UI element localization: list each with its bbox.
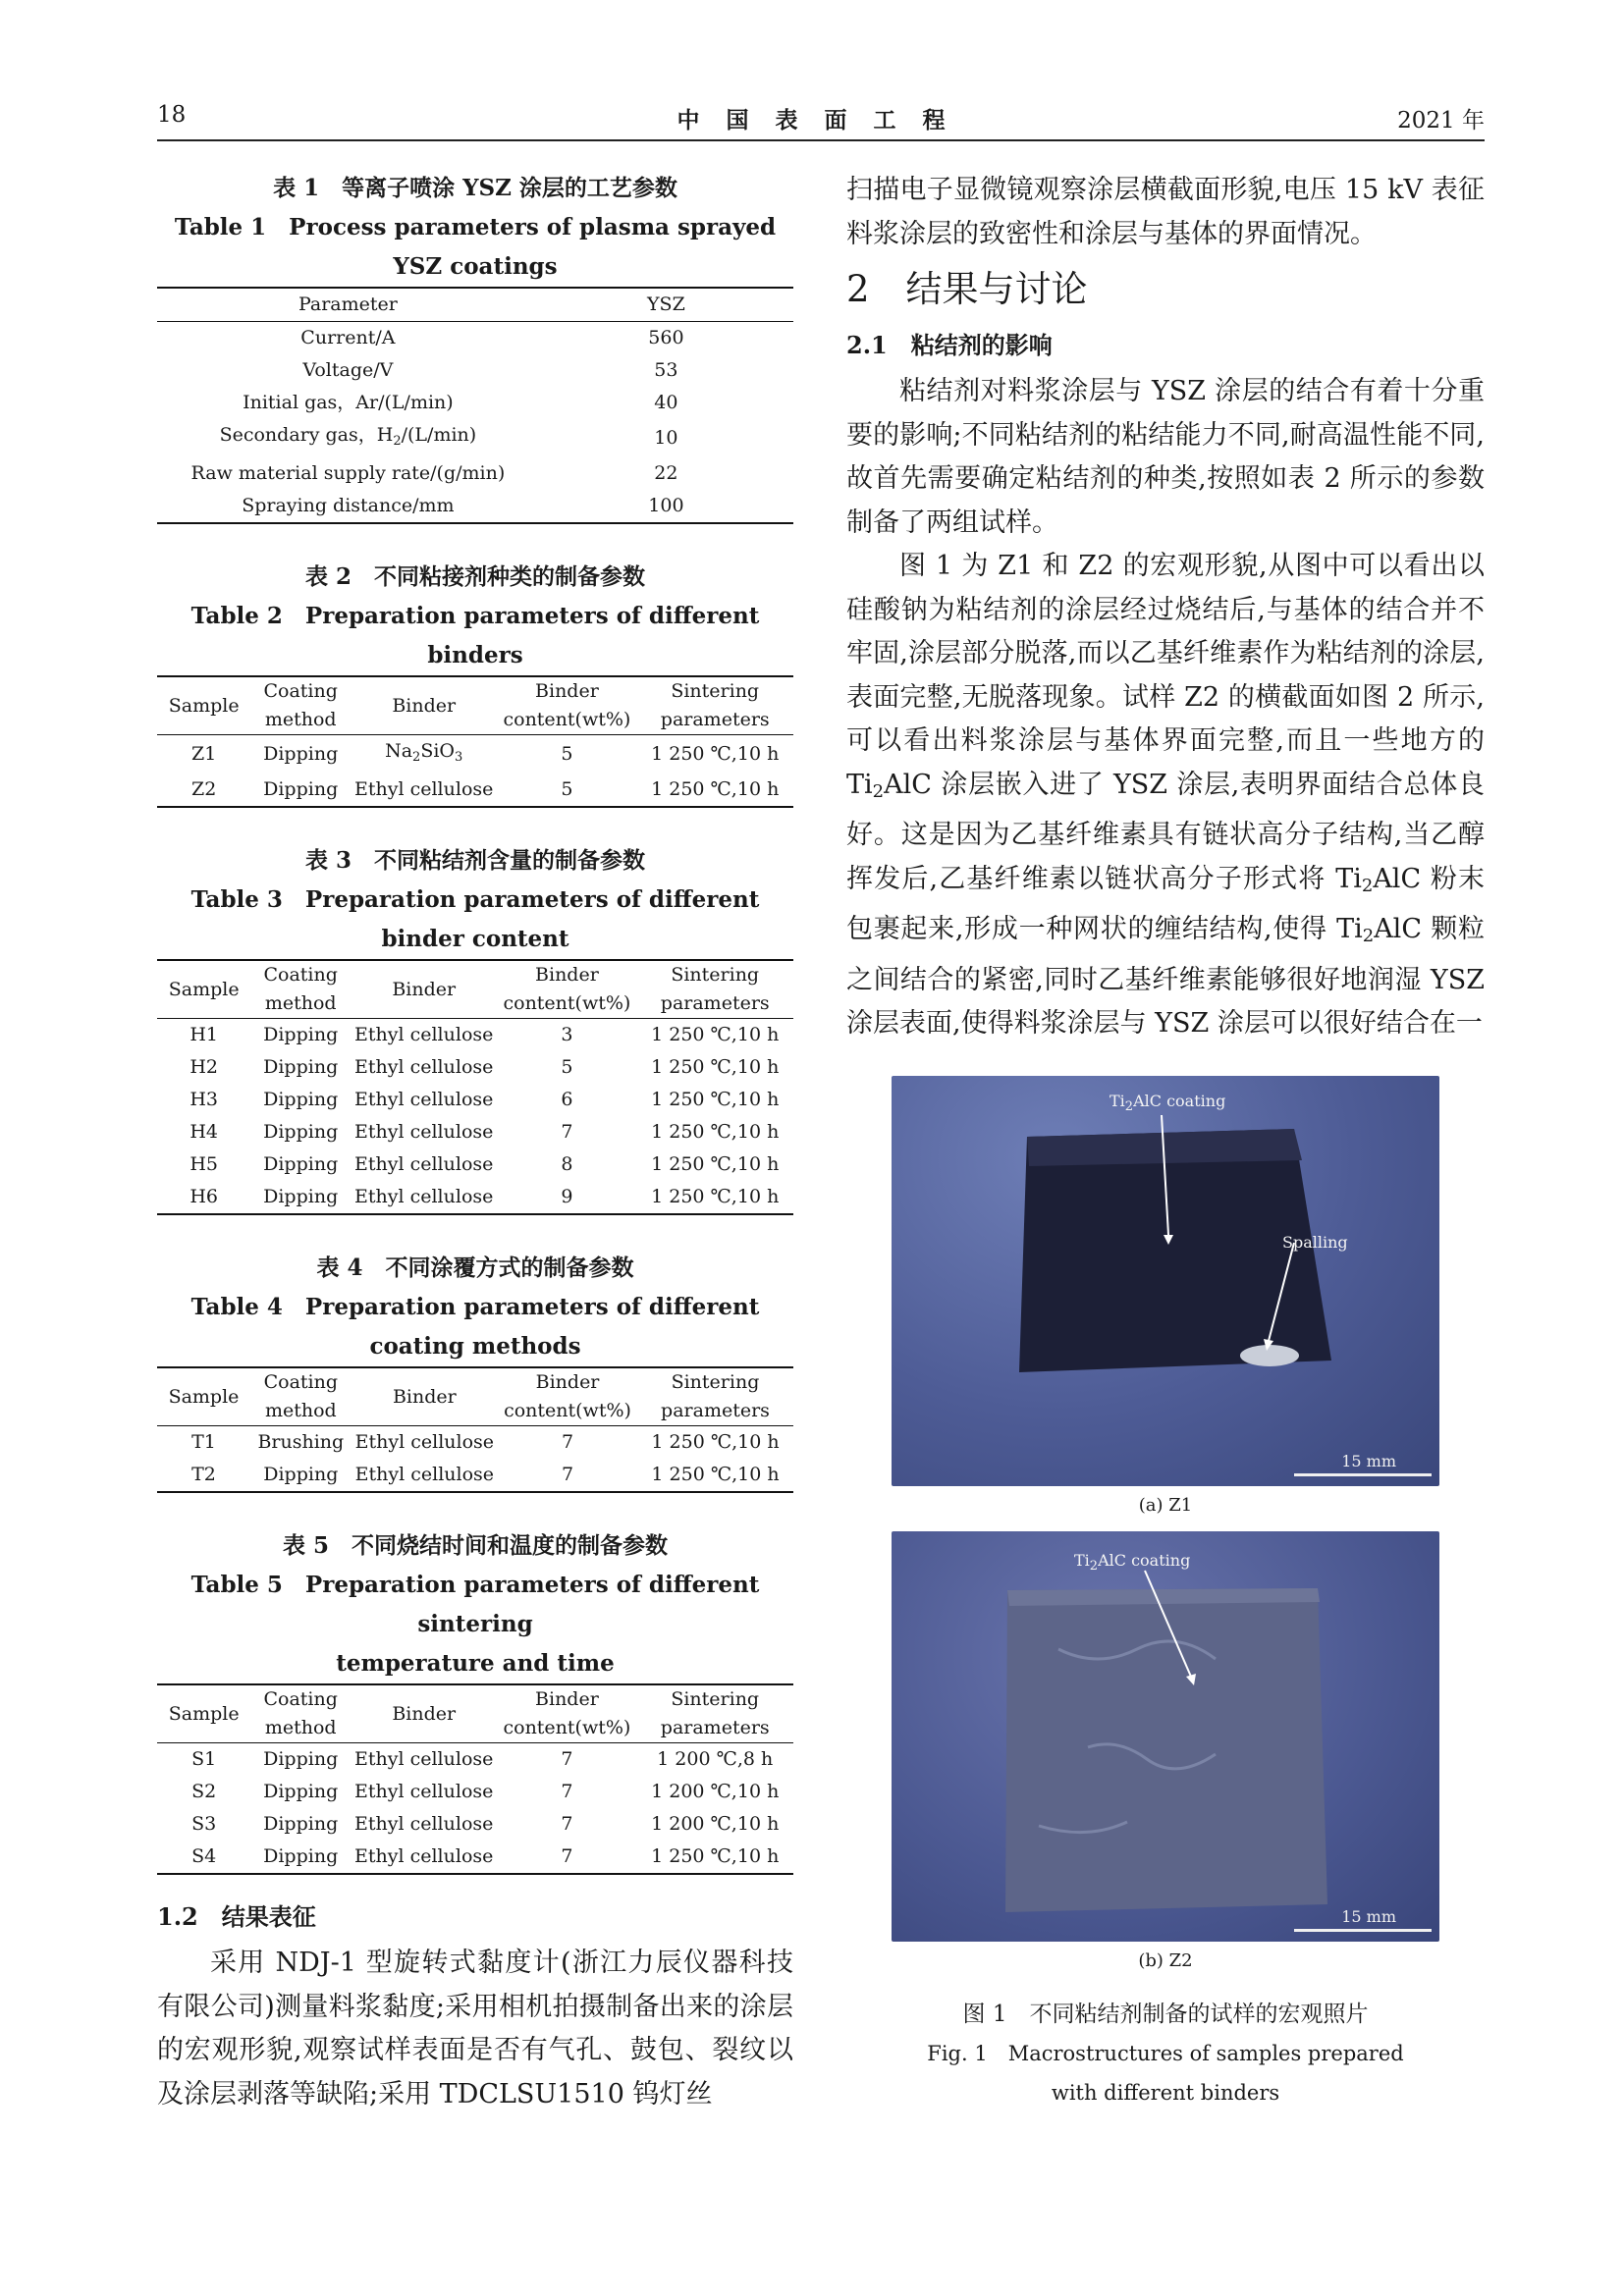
table-row: [157, 1116, 793, 1148]
header-line: Coating: [263, 680, 338, 702]
journal-title: 中 国 表 面 工 程: [677, 107, 947, 133]
table-cell: Z1: [191, 743, 217, 765]
table-header-cell: [637, 1367, 793, 1426]
table-cell: Ethyl cellulose: [354, 1813, 494, 1835]
table-4-caption-en-line2: coating methods: [369, 1333, 581, 1360]
table-cell: 1 200 ℃,8 h: [657, 1748, 774, 1770]
table-cell: Spraying distance/mm: [242, 495, 455, 516]
table-cell: 1 250 ℃,10 h: [651, 778, 780, 800]
header-line: parameters: [660, 992, 770, 1014]
table-header-cell: [250, 960, 351, 1019]
table-3-grid: [157, 959, 793, 1215]
paragraph-binder-effect: 粘结剂对料浆涂层与 YSZ 涂层的结合有着十分重要的影响;不同粘结剂的粘结能力不同,耐高温性能不同,故首先需要确定粘结剂的种类,按照如表 2 所示的参数制备了两组试样。: [846, 376, 1485, 538]
header-line: Coating: [263, 964, 338, 986]
subscript: 2: [1089, 1558, 1099, 1574]
table-2-caption-en-line2: binders: [427, 642, 523, 668]
header-line: method: [264, 992, 337, 1014]
table-row: [157, 1181, 793, 1214]
table-header-cell: [497, 1684, 636, 1743]
table-cell: Dipping: [263, 1186, 339, 1207]
table-header-cell: [250, 676, 351, 735]
table-cell: H5: [189, 1153, 219, 1175]
table-row: [157, 1051, 793, 1084]
spalling-spot: [1240, 1345, 1299, 1366]
table-cell: Dipping: [263, 1089, 339, 1110]
header-line: content(wt%): [503, 709, 631, 730]
header-line: Binder: [535, 1688, 599, 1710]
header-line: parameters: [660, 1717, 770, 1738]
header-line: Sintering: [671, 1688, 760, 1710]
photo-sample-z1: [892, 1076, 1439, 1486]
table-3-caption-cn: 表 3 不同粘结剂含量的制备参数: [304, 847, 645, 874]
table-cell: H3: [189, 1089, 219, 1110]
subcaption-z2: (b) Z2: [1138, 1949, 1193, 1971]
section-heading-2-1: 2.1 粘结剂的影响: [846, 331, 1053, 359]
table-cell: Ethyl cellulose: [354, 1431, 495, 1453]
table-header-cell: Parameter: [298, 294, 398, 315]
section-heading-1-2: 1.2 结果表征: [157, 1902, 316, 1931]
table-cell: 1 250 ℃,10 h: [651, 1845, 780, 1867]
table-cell: [157, 419, 539, 457]
header-line: Sintering: [671, 964, 760, 986]
header-line: method: [264, 1717, 337, 1738]
figure-1: [846, 1076, 1485, 2112]
cell-text: Na: [385, 740, 413, 762]
figure-1-caption-en-line1: Fig. 1 Macrostructures of samples prepared: [927, 2041, 1404, 2065]
scale-label-z2: 15 mm: [1341, 1906, 1396, 1926]
table-cell: Dipping: [263, 743, 339, 765]
table-1-caption-cn: 表 1 等离子喷涂 YSZ 涂层的工艺参数: [273, 175, 677, 201]
table-cell: Ethyl cellulose: [354, 1464, 495, 1485]
table-cell: S2: [191, 1781, 217, 1802]
subscript: 2: [1362, 926, 1375, 946]
table-cell: 5: [561, 778, 573, 800]
table-cell: 7: [561, 1748, 573, 1770]
table-2-grid: [157, 675, 793, 808]
table-cell: 1 250 ℃,10 h: [651, 1121, 780, 1143]
table-cell: 7: [561, 1845, 573, 1867]
table-row: [157, 1426, 793, 1460]
table-row: [157, 1743, 793, 1777]
table-cell: Ethyl cellulose: [354, 1781, 494, 1802]
table-cell: H6: [189, 1186, 219, 1207]
table-row: [157, 1084, 793, 1116]
table-3: [157, 841, 793, 1215]
table-header-cell: Binder: [392, 694, 457, 717]
table-cell: 7: [561, 1813, 573, 1835]
table-cell: 22: [654, 462, 678, 484]
table-cell: Voltage/V: [302, 359, 394, 381]
table-header-cell: Sample: [168, 978, 240, 1000]
table-cell: H1: [189, 1024, 219, 1045]
table-3-caption-en-line1: Table 3 Preparation parameters of different: [190, 886, 760, 913]
cell-text: SiO: [420, 740, 455, 762]
subscript: 2: [1124, 1098, 1134, 1114]
table-row: [157, 490, 793, 523]
publication-year: 2021 年: [1397, 108, 1485, 133]
subscript: 2: [1361, 875, 1374, 896]
table-cell: 1 250 ℃,10 h: [651, 1464, 780, 1485]
table-1: [157, 169, 793, 524]
table-header-cell: Sample: [168, 1702, 240, 1725]
table-cell: 10: [654, 427, 678, 449]
table-cell: 7: [561, 1431, 574, 1453]
left-column: [157, 169, 793, 2116]
table-row: [157, 419, 793, 457]
table-cell: Dipping: [263, 1024, 339, 1045]
table-cell: 1 250 ℃,10 h: [651, 1024, 780, 1045]
table-row: [157, 457, 793, 490]
cell-text: /(L/min): [401, 424, 477, 446]
table-row: [157, 1459, 793, 1492]
table-cell: Z2: [191, 778, 217, 800]
table-cell: Ethyl cellulose: [354, 1153, 494, 1175]
label-text: AlC coating: [1133, 1091, 1226, 1110]
photo-sample-z2: [892, 1531, 1439, 1942]
table-cell: Current/A: [300, 327, 396, 348]
table-header-cell: [250, 1684, 351, 1743]
table-header-cell: Binder: [392, 1385, 457, 1408]
table-cell: S1: [191, 1748, 217, 1770]
table-cell: 7: [561, 1121, 573, 1143]
table-cell: Dipping: [263, 1845, 339, 1867]
table-5-caption-en-line1: Table 5 Preparation parameters of different sintering: [190, 1572, 760, 1637]
text-run: AlC 涂层嵌入进了 YSZ 涂层,表明界面结合总体良好。这是因为乙基纤维素具有链状高分子结构,当乙醇挥发后,乙基纤维素以链状高分子形式将 Ti: [846, 769, 1485, 894]
paragraph-continued: 扫描电子显微镜观察涂层横截面形貌,电压 15 kV 表征料浆涂层的致密性和涂层与基体的界面情况。: [846, 175, 1485, 249]
text-run: AlC 颗粒之间结合的紧密,同时乙基纤维素能够很好地润湿 YSZ 涂层表面,使得料浆涂层与 YSZ 涂层可以很好结合在一: [846, 914, 1485, 1039]
table-cell: Ethyl cellulose: [354, 1024, 494, 1045]
page-number: 18: [157, 102, 187, 128]
subscript: 2: [393, 434, 402, 449]
table-cell: 1 250 ℃,10 h: [651, 1153, 780, 1175]
table-cell: 1 250 ℃,10 h: [651, 1186, 780, 1207]
table-cell: Dipping: [263, 778, 339, 800]
table-cell: Ethyl cellulose: [354, 1186, 494, 1207]
table-1-grid: [157, 287, 793, 524]
table-cell: [351, 735, 497, 774]
table-row: [157, 735, 793, 774]
table-cell: Ethyl cellulose: [354, 1056, 494, 1078]
table-cell: Dipping: [263, 1781, 339, 1802]
paragraph-characterization: 采用 NDJ-1 型旋转式黏度计(浙江力辰仪器科技有限公司)测量料浆黏度;采用相机拍摄制备出来的涂层的宏观形貌,观察试样表面是否有气孔、鼓包、裂纹以及涂层剥落等缺陷;采用 TDCLSU1510 钨灯丝: [157, 1948, 793, 2109]
table-header-cell: YSZ: [647, 294, 685, 315]
table-cell: Ethyl cellulose: [354, 1748, 494, 1770]
table-cell: 5: [561, 743, 573, 765]
table-cell: 1 250 ℃,10 h: [651, 743, 780, 765]
header-line: Coating: [263, 1371, 339, 1393]
table-cell: T2: [191, 1464, 216, 1485]
table-cell: 1 200 ℃,10 h: [651, 1813, 780, 1835]
table-5-grid: [157, 1683, 793, 1875]
table-header-cell: Binder: [392, 978, 457, 1000]
table-4-grid: [157, 1366, 793, 1493]
table-cell: Initial gas，Ar/(L/min): [243, 392, 454, 413]
paragraph-figure-discussion: [846, 545, 1485, 1046]
table-cell: 1 250 ℃,10 h: [651, 1431, 780, 1453]
header-line: parameters: [660, 709, 770, 730]
table-cell: 560: [648, 327, 684, 348]
table-cell: Ethyl cellulose: [354, 778, 494, 800]
header-line: content(wt%): [503, 1717, 631, 1738]
table-5-caption-en-line2: temperature and time: [336, 1650, 615, 1677]
table-4-caption-en-line1: Table 4 Preparation parameters of different: [190, 1294, 760, 1320]
table-3-caption-en-line2: binder content: [381, 926, 569, 952]
header-line: Sintering: [671, 680, 760, 702]
table-header-cell: [498, 1367, 637, 1426]
table-cell: 1 250 ℃,10 h: [651, 1089, 780, 1110]
table-cell: 6: [561, 1089, 573, 1110]
section-heading-2: 2 结果与讨论: [846, 268, 1088, 310]
table-cell: Brushing: [257, 1431, 345, 1453]
table-header-cell: [636, 960, 793, 1019]
table-cell: H2: [189, 1056, 219, 1078]
table-cell: S3: [191, 1813, 217, 1835]
table-header-cell: [636, 676, 793, 735]
table-row: [157, 1019, 793, 1052]
figure-1-caption-cn: 图 1 不同粘结剂制备的试样的宏观照片: [962, 2001, 1369, 2027]
header-line: Binder: [535, 680, 599, 702]
table-2: [157, 558, 793, 808]
table-cell: T1: [191, 1431, 216, 1453]
table-cell: 3: [561, 1024, 573, 1045]
header-line: content(wt%): [504, 1400, 631, 1421]
scale-bar-z1: [1294, 1473, 1432, 1476]
right-column: [846, 169, 1485, 2112]
cell-text: Secondary gas，H: [219, 424, 394, 446]
table-cell: 5: [561, 1056, 573, 1078]
table-cell: 9: [561, 1186, 573, 1207]
table-header-cell: [250, 1367, 352, 1426]
table-cell: S4: [191, 1845, 217, 1867]
sample-z1-drawing: [892, 1076, 1439, 1486]
figure-1-caption-en-line2: with different binders: [1051, 2080, 1280, 2105]
table-1-caption-en-line2: YSZ coatings: [393, 253, 558, 280]
label-text: AlC coating: [1098, 1550, 1191, 1570]
table-cell: H4: [189, 1121, 219, 1143]
table-cell: Dipping: [263, 1121, 339, 1143]
header-line: parameters: [661, 1400, 770, 1421]
label-coating-z2: [1074, 1551, 1190, 1574]
table-header-cell: Sample: [168, 1385, 240, 1408]
subcaption-z1: (a) Z1: [1138, 1494, 1193, 1516]
table-row: [157, 387, 793, 419]
header-line: method: [264, 1400, 337, 1421]
table-cell: 53: [654, 359, 678, 381]
label-text: Ti: [1110, 1091, 1125, 1110]
table-cell: Raw material supply rate/(g/min): [190, 462, 506, 484]
table-row: [157, 1776, 793, 1808]
table-4: [157, 1249, 793, 1493]
header-line: Sintering: [671, 1371, 760, 1393]
table-header-cell: [497, 960, 636, 1019]
sample-plate-z2: [1005, 1588, 1327, 1912]
header-line: method: [264, 709, 337, 730]
table-row: [157, 322, 793, 355]
table-row: [157, 354, 793, 387]
table-cell: 1 250 ℃,10 h: [651, 1056, 780, 1078]
table-row: [157, 774, 793, 807]
subscript: 2: [412, 750, 421, 765]
table-header-cell: Binder: [392, 1702, 457, 1725]
table-header-cell: Sample: [168, 694, 240, 717]
header-line: content(wt%): [503, 992, 631, 1014]
table-cell: 7: [561, 1464, 574, 1485]
table-row: [157, 1148, 793, 1181]
table-5: [157, 1526, 793, 1875]
table-cell: Dipping: [263, 1813, 339, 1835]
header-line: Binder: [535, 964, 599, 986]
table-cell: 1 200 ℃,10 h: [651, 1781, 780, 1802]
scale-label-z1: 15 mm: [1341, 1451, 1396, 1470]
table-4-caption-cn: 表 4 不同涂覆方式的制备参数: [316, 1255, 634, 1281]
text-run: 图 1 为 Z1 和 Z2 的宏观形貌,从图中可以看出以硅酸钠为粘结剂的涂层经过烧结后,与基体的结合并不牢固,涂层部分脱落,而以乙基纤维素作为粘结剂的涂层,表面完整,无脱落现象。试样 Z2 的横截面如图 2 所示,可以看出料浆涂层与基体界面完整,而且一些地方的 Ti: [846, 551, 1485, 800]
table-row: [157, 1841, 793, 1874]
table-cell: 8: [561, 1153, 573, 1175]
table-1-caption-en-line1: Table 1 Process parameters of plasma sprayed: [174, 214, 777, 240]
table-cell: 40: [654, 392, 678, 413]
table-cell: Dipping: [263, 1056, 339, 1078]
label-coating-z1: [1110, 1092, 1225, 1114]
scale-bar-z2: [1294, 1929, 1432, 1932]
subscript: 2: [872, 780, 885, 802]
header-line: Binder: [535, 1371, 600, 1393]
subscript: 3: [455, 750, 463, 765]
label-text: Ti: [1074, 1550, 1090, 1570]
header-rule: [157, 139, 1485, 141]
table-header-cell: [497, 676, 636, 735]
table-cell: Dipping: [263, 1748, 339, 1770]
table-cell: Ethyl cellulose: [354, 1089, 494, 1110]
header-line: Coating: [263, 1688, 338, 1710]
table-cell: Dipping: [263, 1153, 339, 1175]
table-2-caption-cn: 表 2 不同粘接剂种类的制备参数: [304, 563, 645, 590]
table-5-caption-cn: 表 5 不同烧结时间和温度的制备参数: [282, 1532, 668, 1559]
table-cell: 7: [561, 1781, 573, 1802]
table-2-caption-en-line1: Table 2 Preparation parameters of different: [190, 603, 760, 629]
table-cell: Dipping: [263, 1464, 339, 1485]
label-spalling: Spalling: [1282, 1232, 1348, 1252]
table-cell: Ethyl cellulose: [354, 1121, 494, 1143]
table-header-cell: [636, 1684, 793, 1743]
sample-z2-drawing: [892, 1531, 1439, 1942]
table-cell: Ethyl cellulose: [354, 1845, 494, 1867]
table-cell: 100: [648, 495, 684, 516]
text-run: AlC 粉末包裹起来,形成一种网状的缠结结构,使得 Ti: [846, 863, 1486, 944]
table-row: [157, 1808, 793, 1841]
